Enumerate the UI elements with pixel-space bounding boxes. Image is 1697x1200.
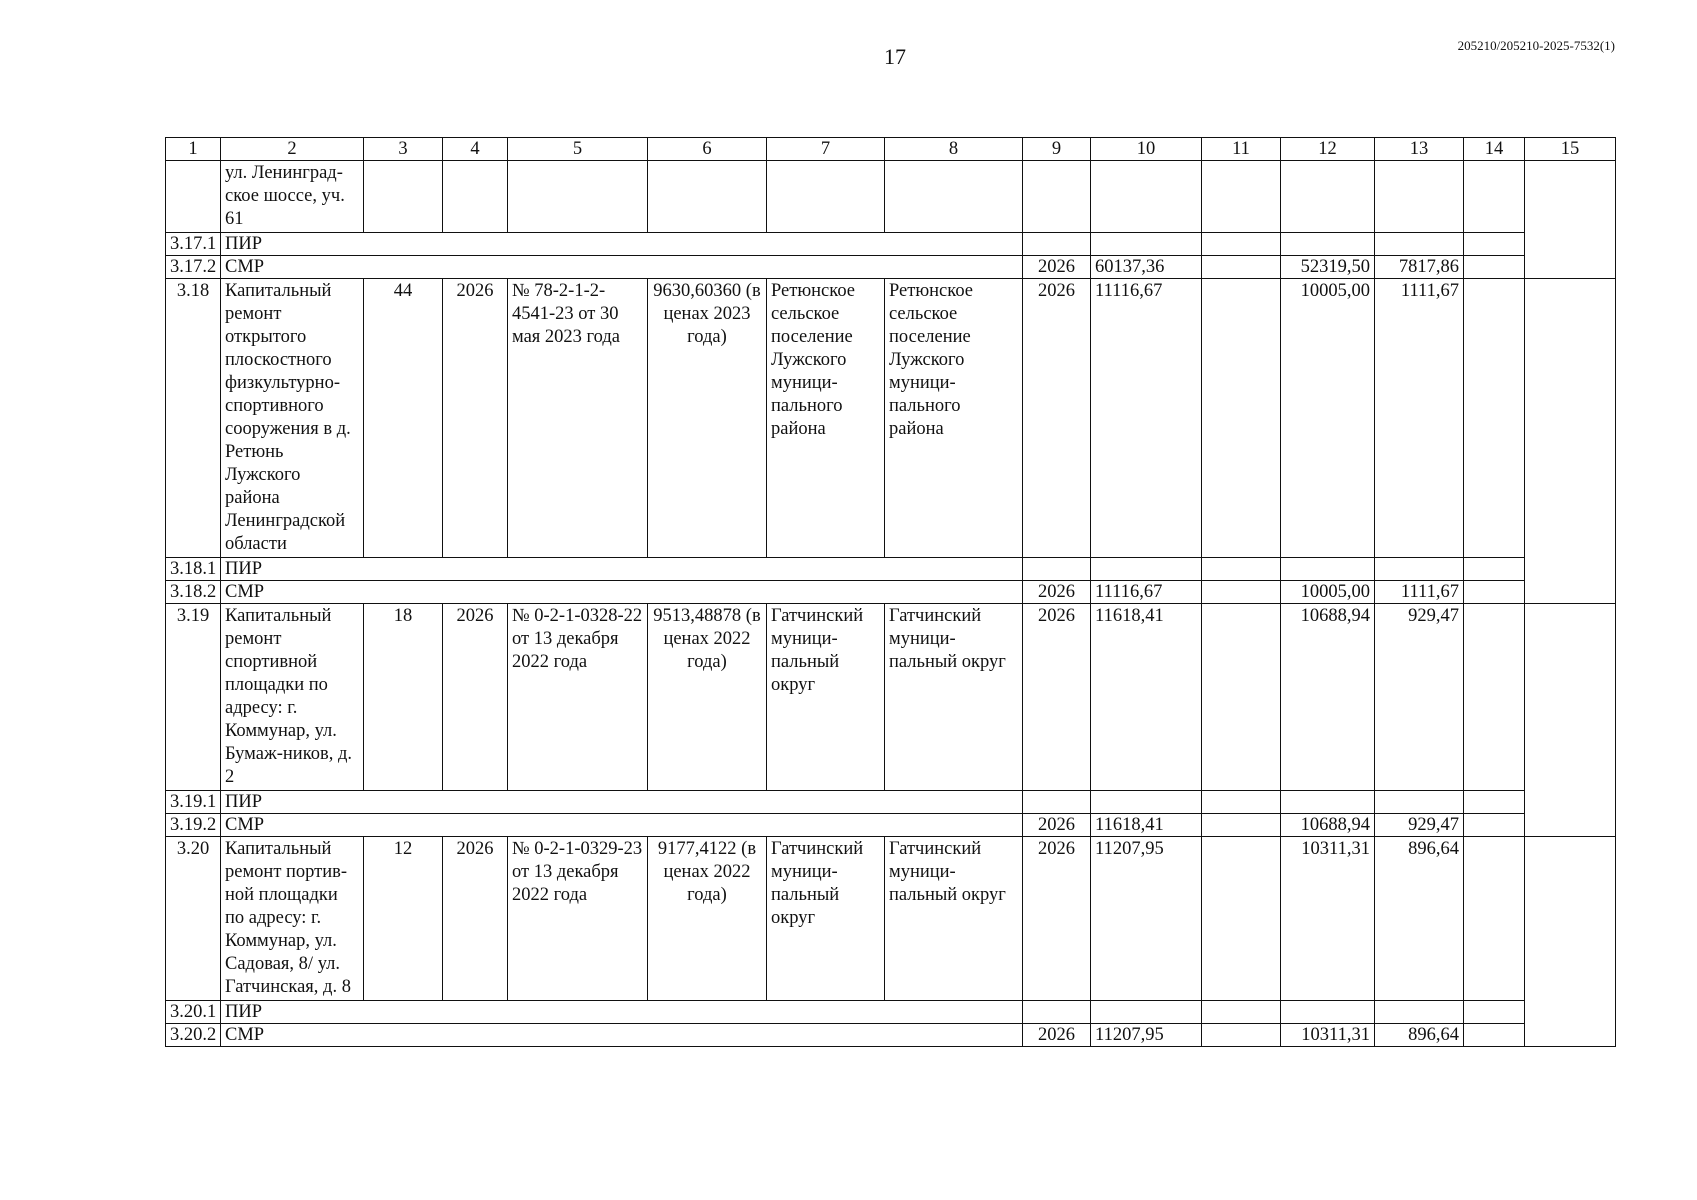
column-8-cell: Гатчинский муници-пальный округ (885, 604, 1023, 791)
sub-row (166, 233, 1616, 256)
column-12-cell (1281, 1001, 1375, 1024)
column-14-cell (1464, 814, 1525, 837)
column-4-cell: 2026 (443, 837, 508, 1001)
column-12-cell (1281, 233, 1375, 256)
column-header-13: 13 (1375, 138, 1464, 161)
year-cell: 2026 (1023, 1024, 1091, 1047)
column-14-cell (1464, 279, 1525, 558)
column-13-cell (1375, 558, 1464, 581)
year-cell (1023, 791, 1091, 814)
row-number-cell: 3.19 (166, 604, 221, 791)
column-header-14: 14 (1464, 138, 1525, 161)
column-14-cell (1464, 558, 1525, 581)
column-3-cell: 12 (364, 837, 443, 1001)
column-header-9: 9 (1023, 138, 1091, 161)
sub-row-id: 3.18.1 (166, 558, 221, 581)
column-12-cell: 10005,00 (1281, 279, 1375, 558)
column-11-cell (1202, 604, 1281, 791)
column-15-cell (1525, 161, 1616, 279)
sub-row (166, 256, 1616, 279)
column-header-11: 11 (1202, 138, 1281, 161)
sub-row (166, 791, 1616, 814)
column-8-cell: Гатчинский муници-пальный округ (885, 837, 1023, 1001)
column-5-cell: № 0-2-1-0328-22 от 13 декабря 2022 года (508, 604, 648, 791)
column-12-cell: 10311,31 (1281, 837, 1375, 1001)
column-header-5: 5 (508, 138, 648, 161)
sub-row-id: 3.17.2 (166, 256, 221, 279)
column-13-cell: 896,64 (1375, 837, 1464, 1001)
column-13-cell (1375, 791, 1464, 814)
sub-row-label: СМР (221, 581, 1023, 604)
year-cell: 2026 (1023, 604, 1091, 791)
column-13-cell: 929,47 (1375, 814, 1464, 837)
year-cell: 2026 (1023, 814, 1091, 837)
column-3-cell (364, 161, 443, 233)
year-cell (1023, 1001, 1091, 1024)
column-header-12: 12 (1281, 138, 1375, 161)
column-14-cell (1464, 233, 1525, 256)
table-row (166, 279, 1616, 558)
column-14-cell (1464, 1024, 1525, 1047)
column-15-cell (1525, 604, 1616, 837)
column-15-cell (1525, 279, 1616, 604)
total-cell: 11207,95 (1091, 837, 1202, 1001)
column-13-cell: 1111,67 (1375, 279, 1464, 558)
column-12-cell: 10688,94 (1281, 604, 1375, 791)
sub-row-label: СМР (221, 1024, 1023, 1047)
column-11-cell (1202, 1001, 1281, 1024)
column-12-cell (1281, 161, 1375, 233)
total-cell (1091, 1001, 1202, 1024)
object-name-cell: Капитальный ремонт открытого плоскостного физкультурно-спортивного сооружения в д. Ретюнь Лужского района Ленинградской области (221, 279, 364, 558)
column-12-cell: 10688,94 (1281, 814, 1375, 837)
column-header-8: 8 (885, 138, 1023, 161)
column-11-cell (1202, 256, 1281, 279)
sub-row-label: ПИР (221, 233, 1023, 256)
column-header-4: 4 (443, 138, 508, 161)
column-4-cell: 2026 (443, 279, 508, 558)
column-4-cell (443, 161, 508, 233)
year-cell: 2026 (1023, 256, 1091, 279)
column-13-cell: 7817,86 (1375, 256, 1464, 279)
total-cell (1091, 233, 1202, 256)
column-14-cell (1464, 256, 1525, 279)
table-row (166, 837, 1616, 1001)
column-7-cell: Гатчинский муници-пальный округ (767, 837, 885, 1001)
column-11-cell (1202, 161, 1281, 233)
sub-row-id: 3.19.2 (166, 814, 221, 837)
header-row (166, 138, 1616, 161)
column-14-cell (1464, 161, 1525, 233)
sub-row-id: 3.18.2 (166, 581, 221, 604)
column-3-cell: 44 (364, 279, 443, 558)
row-number-cell: 3.18 (166, 279, 221, 558)
column-3-cell: 18 (364, 604, 443, 791)
column-13-cell (1375, 1001, 1464, 1024)
column-7-cell: Гатчинский муници-пальный округ (767, 604, 885, 791)
sub-row (166, 1024, 1616, 1047)
sub-row-label: ПИР (221, 558, 1023, 581)
sub-row-id: 3.17.1 (166, 233, 221, 256)
column-14-cell (1464, 837, 1525, 1001)
sub-row (166, 814, 1616, 837)
column-6-cell (648, 161, 767, 233)
column-12-cell: 10005,00 (1281, 581, 1375, 604)
total-cell: 11116,67 (1091, 279, 1202, 558)
column-header-2: 2 (221, 138, 364, 161)
sub-row-id: 3.19.1 (166, 791, 221, 814)
column-8-cell (885, 161, 1023, 233)
column-11-cell (1202, 558, 1281, 581)
year-cell (1023, 233, 1091, 256)
object-name-cell: Капитальный ремонт спортивной площадки по адресу: г. Коммунар, ул. Бумаж-ников, д. 2 (221, 604, 364, 791)
column-14-cell (1464, 1001, 1525, 1024)
column-11-cell (1202, 233, 1281, 256)
column-11-cell (1202, 837, 1281, 1001)
column-12-cell (1281, 791, 1375, 814)
sub-row (166, 1001, 1616, 1024)
total-cell: 11116,67 (1091, 581, 1202, 604)
column-10-cell (1091, 161, 1202, 233)
column-11-cell (1202, 1024, 1281, 1047)
column-9-cell (1023, 161, 1091, 233)
column-header-7: 7 (767, 138, 885, 161)
column-15-cell (1525, 837, 1616, 1047)
sub-row-id: 3.20.2 (166, 1024, 221, 1047)
column-6-cell: 9177,4122 (в ценах 2022 года) (648, 837, 767, 1001)
document-id: 205210/205210-2025-7532(1) (1457, 38, 1615, 53)
sub-row-id: 3.20.1 (166, 1001, 221, 1024)
column-6-cell: 9513,48878 (в ценах 2022 года) (648, 604, 767, 791)
column-header-15: 15 (1525, 138, 1616, 161)
column-13-cell: 896,64 (1375, 1024, 1464, 1047)
column-13-cell: 929,47 (1375, 604, 1464, 791)
column-13-cell: 1111,67 (1375, 581, 1464, 604)
total-cell: 11207,95 (1091, 1024, 1202, 1047)
total-cell: 11618,41 (1091, 814, 1202, 837)
page-number: 17 (884, 44, 906, 69)
column-header-6: 6 (648, 138, 767, 161)
object-name-cell: ул. Ленинград-ское шоссе, уч. 61 (221, 161, 364, 233)
column-13-cell (1375, 161, 1464, 233)
column-13-cell (1375, 233, 1464, 256)
column-header-1: 1 (166, 138, 221, 161)
object-name-cell: Капитальный ремонт портив-ной площадки по адресу: г. Коммунар, ул. Садовая, 8/ ул. Гатчинская, д. 8 (221, 837, 364, 1001)
column-6-cell: 9630,60360 (в ценах 2023 года) (648, 279, 767, 558)
year-cell (1023, 558, 1091, 581)
total-cell (1091, 558, 1202, 581)
year-cell: 2026 (1023, 279, 1091, 558)
column-header-3: 3 (364, 138, 443, 161)
row-number-cell (166, 161, 221, 233)
sub-row (166, 558, 1616, 581)
column-header-10: 10 (1091, 138, 1202, 161)
sub-row (166, 581, 1616, 604)
column-11-cell (1202, 581, 1281, 604)
column-14-cell (1464, 791, 1525, 814)
column-5-cell: № 0-2-1-0329-23 от 13 декабря 2022 года (508, 837, 648, 1001)
table-row (166, 604, 1616, 791)
sub-row-label: СМР (221, 814, 1023, 837)
column-4-cell: 2026 (443, 604, 508, 791)
sub-row-label: ПИР (221, 1001, 1023, 1024)
column-7-cell (767, 161, 885, 233)
year-cell: 2026 (1023, 581, 1091, 604)
total-cell: 11618,41 (1091, 604, 1202, 791)
program-table (165, 137, 1616, 1047)
sub-row-label: СМР (221, 256, 1023, 279)
table-row (166, 161, 1616, 233)
column-12-cell (1281, 558, 1375, 581)
column-11-cell (1202, 814, 1281, 837)
column-14-cell (1464, 581, 1525, 604)
column-8-cell: Ретюнское сельское поселение Лужского муници-пального района (885, 279, 1023, 558)
column-12-cell: 52319,50 (1281, 256, 1375, 279)
column-7-cell: Ретюнское сельское поселение Лужского муници-пального района (767, 279, 885, 558)
column-11-cell (1202, 791, 1281, 814)
column-14-cell (1464, 604, 1525, 791)
row-number-cell: 3.20 (166, 837, 221, 1001)
sub-row-label: ПИР (221, 791, 1023, 814)
total-cell: 60137,36 (1091, 256, 1202, 279)
total-cell (1091, 791, 1202, 814)
column-11-cell (1202, 279, 1281, 558)
column-12-cell: 10311,31 (1281, 1024, 1375, 1047)
column-5-cell (508, 161, 648, 233)
year-cell: 2026 (1023, 837, 1091, 1001)
column-5-cell: № 78-2-1-2-4541-23 от 30 мая 2023 года (508, 279, 648, 558)
